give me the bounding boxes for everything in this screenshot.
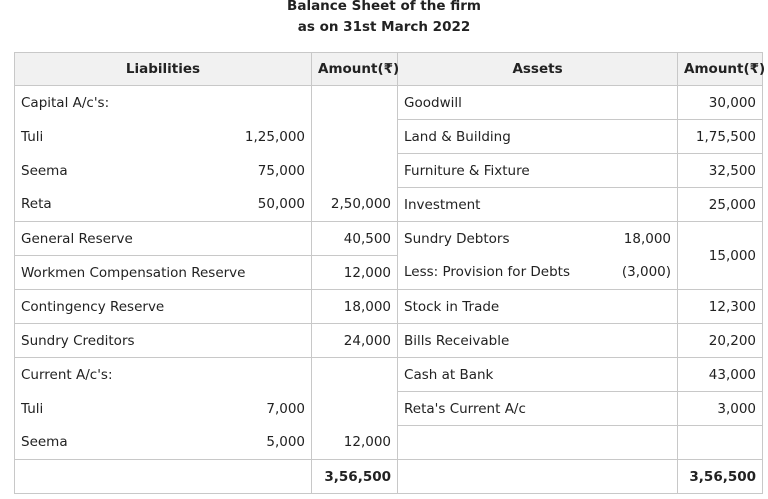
table-row [15,358,763,392]
current-total: 12,000 [312,426,398,460]
reta-current-amount: 3,000 [678,392,763,426]
capital-tuli-label: Tuli [15,120,235,154]
title-line-1: Balance Sheet of the firm [287,0,481,14]
table-row [15,256,763,290]
document-title [0,0,768,38]
table-row [15,154,763,188]
stock-amount: 12,300 [678,290,763,324]
goodwill-label: Goodwill [398,86,678,120]
workmen-reserve-amount: 12,000 [312,256,398,290]
capital-reta-label: Reta [15,188,235,222]
investment-amount: 25,000 [678,188,763,222]
table-row [15,120,763,154]
table-row [15,188,763,222]
debtors-net-amount: 15,000 [678,222,763,290]
table-row [15,290,763,324]
table-row [15,324,763,358]
assets-amount-header: Amount(₹) [678,53,763,86]
general-reserve-amount: 40,500 [312,222,398,256]
capital-total: 2,50,000 [312,188,398,222]
capital-seema-value: 75,000 [235,154,312,188]
capital-seema-label: Seema [15,154,235,188]
contingency-reserve-amount: 18,000 [312,290,398,324]
land-label: Land & Building [398,120,678,154]
table-row [15,222,763,256]
provision-label: Less: Provision for Debts [398,256,613,290]
table-row [15,426,763,460]
debtors-value: 18,000 [613,222,678,256]
bills-receivable-label: Bills Receivable [398,324,678,358]
current-seema-label: Seema [15,426,235,460]
goodwill-amount: 30,000 [678,86,763,120]
cash-label: Cash at Bank [398,358,678,392]
balance-sheet-table [14,52,766,494]
stock-label: Stock in Trade [398,290,678,324]
provision-value: (3,000) [613,256,678,290]
table-row [15,392,763,426]
capital-tuli-value: 1,25,000 [235,120,312,154]
bills-receivable-amount: 20,200 [678,324,763,358]
capital-label: Capital A/c's: [15,86,235,120]
debtors-label: Sundry Debtors [398,222,613,256]
current-seema-value: 5,000 [235,426,312,460]
furniture-amount: 32,500 [678,154,763,188]
totals-row [15,460,763,494]
liabilities-grand-total: 3,56,500 [312,460,398,494]
title-line-2: as on 31st March 2022 [297,19,471,35]
contingency-reserve-label: Contingency Reserve [15,290,312,324]
table-row [15,86,763,120]
sundry-creditors-label: Sundry Creditors [15,324,312,358]
assets-header: Assets [398,53,678,86]
general-reserve-label: General Reserve [15,222,312,256]
liabilities-header: Liabilities [15,53,312,86]
workmen-reserve-label: Workmen Compensation Reserve [15,256,312,290]
liabilities-amount-header: Amount(₹) [312,53,398,86]
capital-reta-value: 50,000 [235,188,312,222]
current-tuli-value: 7,000 [235,392,312,426]
land-amount: 1,75,500 [678,120,763,154]
current-accounts-label: Current A/c's: [15,358,235,392]
reta-current-label: Reta's Current A/c [398,392,678,426]
investment-label: Investment [398,188,678,222]
current-tuli-label: Tuli [15,392,235,426]
assets-grand-total: 3,56,500 [678,460,763,494]
cash-amount: 43,000 [678,358,763,392]
furniture-label: Furniture & Fixture [398,154,678,188]
header-row [15,53,763,86]
sundry-creditors-amount: 24,000 [312,324,398,358]
